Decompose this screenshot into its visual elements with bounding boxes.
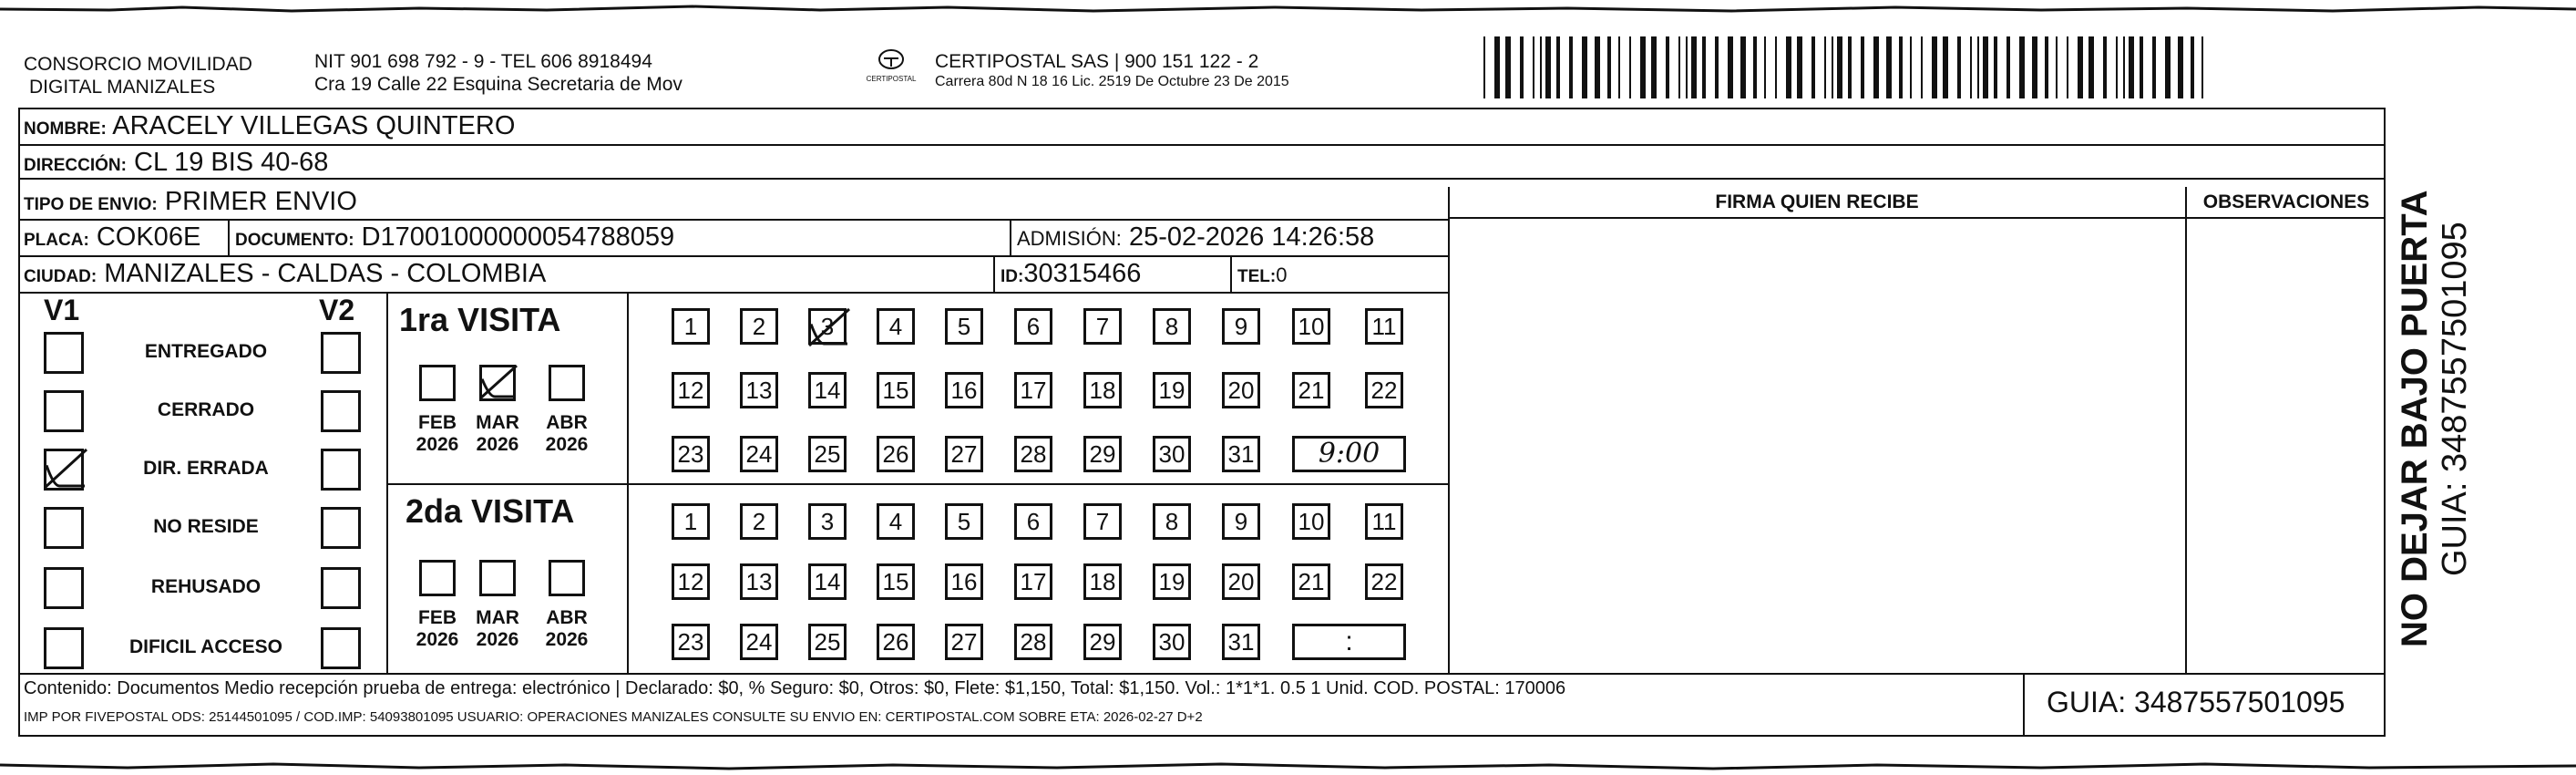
status-label: DIFICIL ACCESO — [128, 636, 282, 657]
day-number: 16 — [950, 377, 978, 404]
v1-checkbox[interactable] — [44, 567, 84, 609]
day-23-box[interactable] — [672, 436, 710, 472]
month-label: MAR — [476, 607, 519, 628]
tipo-envio-value: PRIMER ENVIO — [164, 187, 357, 216]
month-label: FEB — [418, 607, 457, 628]
day-12-box[interactable] — [672, 563, 710, 600]
day-number: 14 — [814, 377, 841, 404]
day-9-box[interactable] — [1222, 503, 1260, 540]
v2-checkbox[interactable] — [321, 449, 361, 491]
day-number: 15 — [882, 377, 909, 404]
day-17-box[interactable] — [1014, 563, 1052, 600]
day-6-box[interactable] — [1014, 308, 1052, 345]
year-label: 2026 — [476, 434, 519, 455]
day-3-box[interactable] — [808, 503, 847, 540]
day-28-box[interactable] — [1014, 436, 1052, 472]
day-number: 21 — [1298, 377, 1325, 404]
day-number: 2 — [752, 313, 766, 340]
v1-checkbox[interactable] — [44, 449, 84, 491]
tipo-envio-label: TIPO DE ENVIO: — [24, 195, 158, 214]
day-1-box[interactable] — [672, 308, 710, 345]
year-label: 2026 — [545, 434, 589, 455]
v2-label: V2 — [319, 294, 355, 326]
day-number: 28 — [1020, 440, 1047, 468]
nombre-field — [24, 111, 515, 144]
day-1-box[interactable] — [672, 503, 710, 540]
v2-checkbox[interactable] — [321, 390, 361, 432]
day-5-box[interactable] — [945, 503, 983, 540]
day-26-box[interactable] — [877, 436, 915, 472]
day-29-box[interactable] — [1083, 624, 1122, 660]
day-11-box[interactable] — [1365, 503, 1403, 540]
tipo-envio-field — [24, 187, 357, 220]
month-checkbox[interactable] — [549, 560, 585, 596]
footer-contenido: Contenido: Documentos Medio recepción prueba de entrega: electrónico | Declarado: $0, % Seguro: $0, Otros: $0, Flete: $1,150, Total: $1,150. Vol.: 1*1*1. 0.5 1 Unid. COD. POSTAL: 170006 — [24, 678, 1566, 698]
day-number: 6 — [1026, 508, 1041, 535]
day-29-box[interactable] — [1083, 436, 1122, 472]
day-number: 31 — [1227, 440, 1255, 468]
day-4-box[interactable] — [877, 308, 915, 345]
month-checkbox[interactable] — [479, 560, 516, 596]
day-number: 26 — [882, 628, 909, 656]
logo-text: CERTIPOSTAL — [866, 75, 917, 83]
status-label: ENTREGADO — [144, 341, 268, 362]
day-5-box[interactable] — [945, 308, 983, 345]
ciudad-value: MANIZALES - CALDAS - COLOMBIA — [104, 259, 547, 288]
day-number: 20 — [1227, 377, 1255, 404]
day-number: 17 — [1020, 377, 1047, 404]
day-number: 3 — [820, 508, 835, 535]
day-number: 13 — [745, 377, 773, 404]
day-number: 28 — [1020, 628, 1047, 656]
month-label: ABR — [546, 607, 588, 628]
day-number: 21 — [1298, 568, 1325, 595]
day-17-box[interactable] — [1014, 372, 1052, 408]
footer-imp-line: IMP POR FIVEPOSTAL ODS: 25144501095 / COD.IMP: 54093801095 USUARIO: OPERACIONES MANIZALES CONSULTE SU ENVIO EN: CERTIPOSTAL.COM SOBRE ETA: 2026-02-27 D+2 — [24, 709, 1203, 725]
day-number: 23 — [677, 628, 704, 656]
day-number: 8 — [1165, 508, 1179, 535]
month-label: MAR — [476, 412, 519, 433]
year-label: 2026 — [476, 629, 519, 650]
status-label: DIR. ERRADA — [143, 458, 269, 479]
day-number: 29 — [1089, 440, 1116, 468]
check-mark-icon — [477, 360, 518, 402]
day-3-box[interactable] — [808, 308, 847, 345]
v1-label: V1 — [44, 294, 80, 326]
v1-checkbox[interactable] — [44, 507, 84, 549]
day-16-box[interactable] — [945, 372, 983, 408]
documento-field — [235, 222, 674, 255]
torn-edge-bottom — [0, 760, 2576, 772]
sender-name — [24, 53, 252, 98]
admision-field — [1017, 222, 1374, 253]
day-number: 30 — [1158, 440, 1185, 468]
day-20-box[interactable] — [1222, 372, 1260, 408]
v2-checkbox[interactable] — [321, 332, 361, 374]
firma-quien-recibe-label: FIRMA QUIEN RECIBE — [1715, 191, 1919, 212]
check-mark-icon — [806, 304, 851, 349]
visit2-title: 2da VISITA — [405, 492, 575, 530]
sender-nit: NIT 901 698 792 - 9 - TEL 606 8918494 — [314, 51, 652, 72]
admision-label: ADMISIÓN: — [1017, 227, 1122, 250]
v2-checkbox[interactable] — [321, 567, 361, 609]
day-number: 9 — [1234, 313, 1248, 340]
check-mark-icon — [41, 444, 88, 491]
day-31-box[interactable] — [1222, 436, 1260, 472]
day-12-box[interactable] — [672, 372, 710, 408]
day-14-box[interactable] — [808, 372, 847, 408]
day-4-box[interactable] — [877, 503, 915, 540]
day-25-box[interactable] — [808, 436, 847, 472]
direccion-value: CL 19 BIS 40-68 — [134, 148, 329, 177]
day-30-box[interactable] — [1153, 624, 1191, 660]
day-number: 9 — [1234, 508, 1248, 535]
sender-name-line1: CONSORCIO MOVILIDAD — [24, 54, 252, 75]
day-number: 27 — [950, 440, 978, 468]
footer-guia-number: GUIA: 3487557501095 — [2047, 686, 2345, 718]
day-16-box[interactable] — [945, 563, 983, 600]
day-number: 14 — [814, 568, 841, 595]
day-23-box[interactable] — [672, 624, 710, 660]
day-number: 29 — [1089, 628, 1116, 656]
tel-field — [1237, 261, 1287, 292]
day-number: 4 — [888, 313, 903, 340]
day-24-box[interactable] — [740, 436, 778, 472]
day-number: 5 — [957, 508, 971, 535]
day-number: 10 — [1298, 508, 1325, 535]
tel-label: TEL: — [1237, 267, 1277, 286]
day-number: 15 — [882, 568, 909, 595]
placa-field — [24, 222, 200, 255]
placa-value: COK06E — [96, 222, 201, 252]
day-22-box[interactable] — [1365, 372, 1403, 408]
day-13-box[interactable] — [740, 372, 778, 408]
nombre-value: ARACELY VILLEGAS QUINTERO — [112, 111, 516, 140]
day-25-box[interactable] — [808, 624, 847, 660]
day-7-box[interactable] — [1083, 503, 1122, 540]
day-number: 4 — [888, 508, 903, 535]
day-22-box[interactable] — [1365, 563, 1403, 600]
day-7-box[interactable] — [1083, 308, 1122, 345]
ciudad-field — [24, 259, 546, 292]
documento-label: DOCUMENTO: — [235, 231, 354, 250]
day-13-box[interactable] — [740, 563, 778, 600]
visit1-title: 1ra VISITA — [399, 301, 561, 338]
day-24-box[interactable] — [740, 624, 778, 660]
side-guia-number: GUIA: 3487557501095 — [2436, 222, 2474, 576]
v1-checkbox[interactable] — [44, 390, 84, 432]
nombre-label: NOMBRE: — [24, 119, 107, 139]
visit2-time-box[interactable]: : — [1292, 624, 1406, 660]
day-27-box[interactable] — [945, 624, 983, 660]
day-31-box[interactable] — [1222, 624, 1260, 660]
sender-address: Cra 19 Calle 22 Esquina Secretaria de Mov — [314, 74, 682, 95]
day-number: 27 — [950, 628, 978, 656]
day-21-box[interactable] — [1292, 372, 1330, 408]
ciudad-label: CIUDAD: — [24, 267, 97, 286]
id-value: 30315466 — [1023, 259, 1142, 288]
v2-checkbox[interactable] — [321, 507, 361, 549]
month-label: ABR — [546, 412, 588, 433]
year-label: 2026 — [416, 434, 459, 455]
day-6-box[interactable] — [1014, 503, 1052, 540]
day-number: 18 — [1089, 377, 1116, 404]
day-number: 18 — [1089, 568, 1116, 595]
day-number: 31 — [1227, 628, 1255, 656]
day-10-box[interactable] — [1292, 308, 1330, 345]
day-number: 20 — [1227, 568, 1255, 595]
day-number: 16 — [950, 568, 978, 595]
carrier-name: CERTIPOSTAL SAS | 900 151 122 - 2 — [935, 51, 1259, 72]
day-number: 24 — [745, 628, 773, 656]
day-21-box[interactable] — [1292, 563, 1330, 600]
day-26-box[interactable] — [877, 624, 915, 660]
year-label: 2026 — [545, 629, 589, 650]
day-14-box[interactable] — [808, 563, 847, 600]
day-number: 22 — [1370, 377, 1398, 404]
day-27-box[interactable] — [945, 436, 983, 472]
direccion-field — [24, 148, 328, 181]
day-number: 2 — [752, 508, 766, 535]
month-checkbox[interactable] — [419, 560, 456, 596]
placa-label: PLACA: — [24, 231, 89, 250]
direccion-label: DIRECCIÓN: — [24, 156, 127, 175]
day-number: 26 — [882, 440, 909, 468]
day-number: 7 — [1095, 508, 1110, 535]
day-number: 19 — [1158, 377, 1185, 404]
month-checkbox[interactable] — [479, 365, 516, 401]
documento-value: D17001000000054788059 — [361, 222, 675, 252]
month-checkbox[interactable] — [419, 365, 456, 401]
day-18-box[interactable] — [1083, 372, 1122, 408]
v1-checkbox[interactable] — [44, 627, 84, 669]
carrier-info — [935, 50, 1289, 91]
day-number: 5 — [957, 313, 971, 340]
day-number: 22 — [1370, 568, 1398, 595]
day-number: 10 — [1298, 313, 1325, 340]
day-number: 6 — [1026, 313, 1041, 340]
status-label: NO RESIDE — [153, 516, 259, 537]
day-8-box[interactable] — [1153, 503, 1191, 540]
day-30-box[interactable] — [1153, 436, 1191, 472]
sender-name-line2: DIGITAL MANIZALES — [29, 77, 216, 98]
day-18-box[interactable] — [1083, 563, 1122, 600]
day-number: 13 — [745, 568, 773, 595]
day-number: 8 — [1165, 313, 1179, 340]
carrier-address: Carrera 80d N 18 16 Lic. 2519 De Octubre 23 De 2015 — [935, 74, 1289, 89]
logo-icon — [877, 48, 905, 70]
day-number: 24 — [745, 440, 773, 468]
id-label: ID: — [1001, 267, 1024, 286]
day-number: 1 — [683, 313, 698, 340]
status-label: REHUSADO — [150, 576, 262, 597]
day-9-box[interactable] — [1222, 308, 1260, 345]
day-number: 17 — [1020, 568, 1047, 595]
day-19-box[interactable] — [1153, 563, 1191, 600]
day-19-box[interactable] — [1153, 372, 1191, 408]
day-20-box[interactable] — [1222, 563, 1260, 600]
month-checkbox[interactable] — [549, 365, 585, 401]
day-number: 19 — [1158, 568, 1185, 595]
observaciones-area[interactable] — [2188, 219, 2385, 672]
day-15-box[interactable] — [877, 563, 915, 600]
no-dejar-bajo-puerta: NO DEJAR BAJO PUERTA — [2395, 190, 2435, 647]
day-number: 25 — [814, 628, 841, 656]
year-label: 2026 — [416, 629, 459, 650]
day-number: 12 — [677, 377, 704, 404]
day-number: 7 — [1095, 313, 1110, 340]
day-28-box[interactable] — [1014, 624, 1052, 660]
barcode — [1483, 36, 2209, 98]
day-number: 1 — [683, 508, 698, 535]
sender-contact — [314, 50, 682, 96]
day-10-box[interactable] — [1292, 503, 1330, 540]
observaciones-label: OBSERVACIONES — [2202, 191, 2370, 212]
torn-edge-top — [0, 2, 2576, 15]
day-number: 25 — [814, 440, 841, 468]
v1-checkbox[interactable] — [44, 332, 84, 374]
day-8-box[interactable] — [1153, 308, 1191, 345]
day-2-box[interactable] — [740, 503, 778, 540]
signature-area[interactable] — [1451, 219, 2184, 672]
day-number: 3 — [820, 313, 835, 340]
month-label: FEB — [418, 412, 457, 433]
day-number: 11 — [1371, 508, 1397, 535]
certipostal-logo — [864, 48, 919, 83]
day-number: 23 — [677, 440, 704, 468]
tel-value: 0 — [1276, 264, 1288, 286]
day-number: 30 — [1158, 628, 1185, 656]
v2-checkbox[interactable] — [321, 627, 361, 669]
day-number: 11 — [1371, 313, 1397, 340]
id-field — [1001, 259, 1141, 292]
admision-value: 25-02-2026 14:26:58 — [1128, 222, 1375, 252]
day-2-box[interactable] — [740, 308, 778, 345]
day-number: 12 — [677, 568, 704, 595]
status-label: CERRADO — [157, 399, 255, 420]
day-15-box[interactable] — [877, 372, 915, 408]
day-11-box[interactable] — [1365, 308, 1403, 345]
visit1-time-box[interactable]: 9:00 — [1292, 436, 1406, 472]
